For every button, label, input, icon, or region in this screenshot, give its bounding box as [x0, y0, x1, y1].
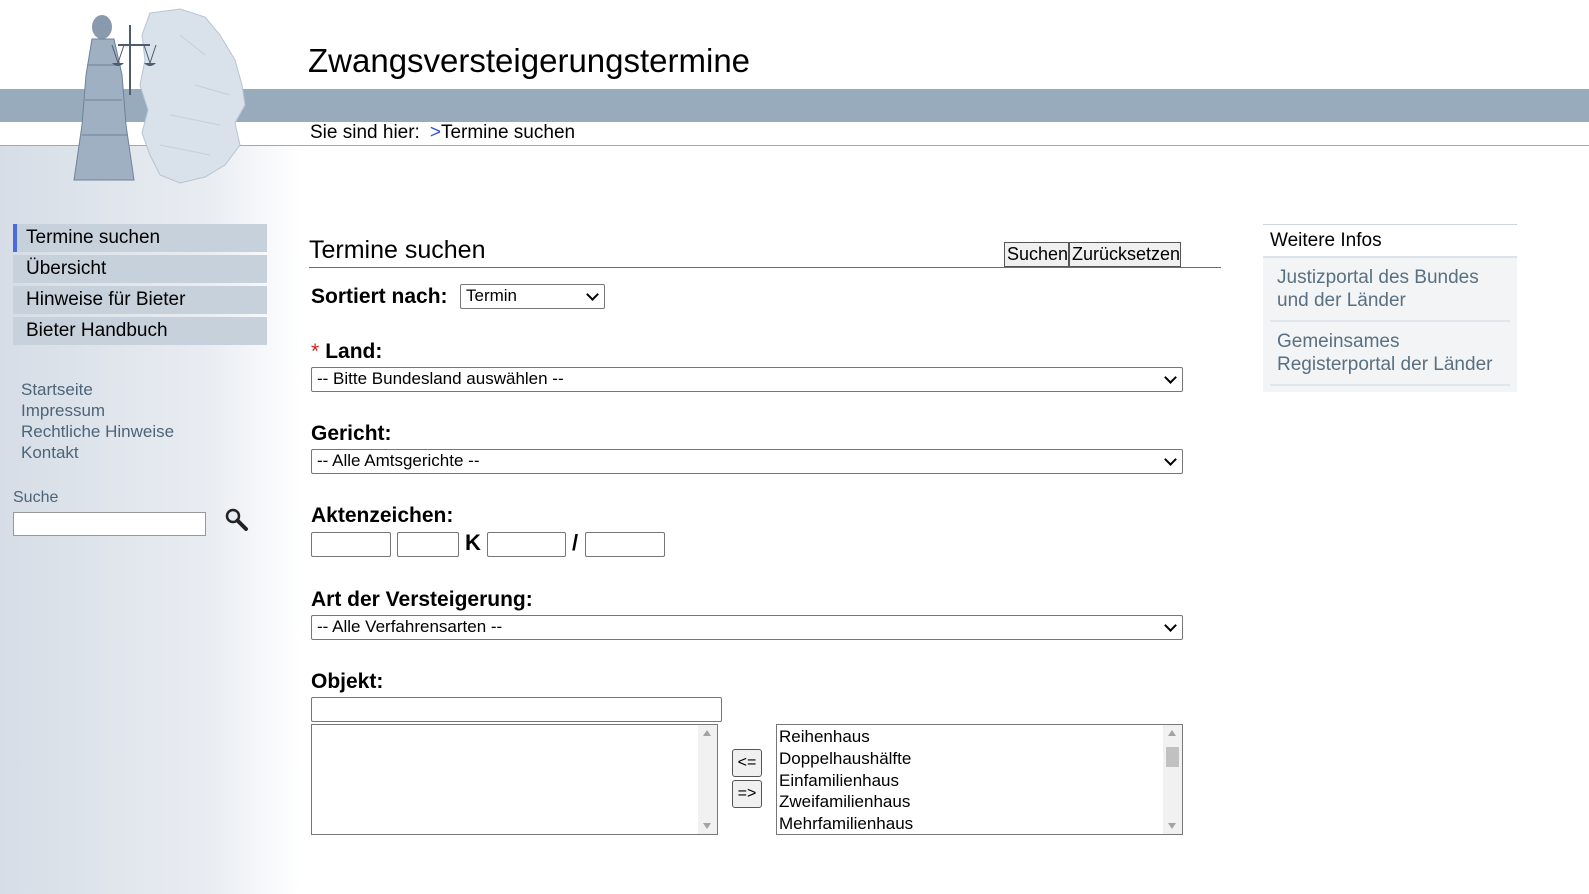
objekt-selected-list[interactable]: [311, 724, 718, 835]
gericht-label: Gericht:: [311, 422, 392, 445]
nav-item-hinweise-fuer-bieter[interactable]: Hinweise für Bieter: [13, 286, 267, 314]
weitere-infos-box: [1263, 224, 1517, 392]
scroll-down-icon[interactable]: [703, 823, 711, 829]
art-select-value: -- Alle Verfahrensarten --: [317, 617, 503, 636]
sort-label: Sortiert nach:: [311, 285, 448, 308]
weitere-infos-heading: Weitere Infos: [1263, 225, 1517, 258]
link-kontakt[interactable]: Kontakt: [21, 443, 79, 462]
scroll-up-icon[interactable]: [703, 730, 711, 736]
list-item[interactable]: Einfamilienhaus: [779, 770, 900, 790]
link-startseite[interactable]: Startseite: [21, 380, 93, 399]
aktenzeichen-field-3[interactable]: [487, 532, 566, 557]
move-right-button[interactable]: =>: [732, 780, 762, 808]
land-label: Land:: [325, 340, 383, 363]
objekt-available-list[interactable]: [776, 724, 1183, 835]
scroll-up-icon[interactable]: [1168, 730, 1176, 736]
aktenzeichen-k: K: [465, 530, 481, 555]
scroll-thumb[interactable]: [1166, 747, 1179, 767]
list-item[interactable]: Mehrfamilienhaus: [779, 814, 914, 834]
gericht-select-value: -- Alle Amtsgerichte --: [317, 451, 480, 470]
suchen-button[interactable]: Suchen: [1004, 242, 1069, 267]
chevron-down-icon: [586, 288, 599, 301]
objekt-label: Objekt:: [311, 670, 384, 693]
link-impressum[interactable]: Impressum: [21, 401, 106, 420]
breadcrumb-current[interactable]: Termine suchen: [440, 122, 576, 143]
aktenzeichen-slash: /: [572, 530, 579, 555]
move-left-button[interactable]: <=: [732, 749, 762, 777]
chevron-down-icon: [1164, 371, 1177, 384]
page-title: Zwangsversteigerungstermine: [308, 42, 751, 79]
list-item[interactable]: Zweifamilienhaus: [779, 792, 911, 812]
land-select-value: -- Bitte Bundesland auswählen --: [317, 369, 564, 388]
gericht-select[interactable]: [311, 449, 1183, 474]
scrollbar[interactable]: [698, 725, 717, 834]
breadcrumb: [310, 122, 575, 144]
form-heading: Termine suchen: [309, 236, 486, 264]
aktenzeichen-label: Aktenzeichen:: [311, 504, 454, 527]
nav-item-termine-suchen[interactable]: Termine suchen: [13, 224, 267, 252]
zuruecksetzen-button[interactable]: Zurücksetzen: [1069, 242, 1181, 267]
sort-select-value: Termin: [466, 286, 518, 305]
required-marker: *: [311, 340, 320, 363]
nav-item-bieter-handbuch[interactable]: Bieter Handbuch: [13, 317, 267, 345]
land-select[interactable]: [311, 367, 1183, 392]
art-select[interactable]: [311, 615, 1183, 640]
list-item[interactable]: Reihenhaus: [779, 727, 870, 746]
main-navigation: [13, 224, 267, 348]
aktenzeichen-field-1[interactable]: [311, 532, 391, 557]
scrollbar[interactable]: [1163, 725, 1182, 834]
link-justizportal[interactable]: Justizportal des Bundes und der Länder: [1270, 258, 1510, 322]
nav-item-uebersicht[interactable]: Übersicht: [13, 255, 267, 283]
breadcrumb-arrow-icon: >: [429, 122, 441, 143]
search-input[interactable]: [13, 512, 206, 536]
footer-links: [21, 379, 174, 463]
form-heading-underline: [309, 267, 1221, 268]
link-registerportal[interactable]: Gemeinsames Registerportal der Länder: [1270, 322, 1510, 386]
objekt-filter-input[interactable]: [311, 697, 722, 722]
list-item[interactable]: Doppelhaushälfte: [779, 748, 912, 768]
chevron-down-icon: [1164, 619, 1177, 632]
link-rechtliche-hinweise[interactable]: Rechtliche Hinweise: [21, 422, 175, 441]
aktenzeichen-field-2[interactable]: [397, 532, 459, 557]
breadcrumb-prefix: Sie sind hier:: [310, 122, 420, 143]
land-label-row: [311, 340, 382, 364]
scroll-down-icon[interactable]: [1168, 823, 1176, 829]
magnifier-icon[interactable]: [224, 507, 250, 533]
search-label: Suche: [13, 489, 59, 506]
chevron-down-icon: [1164, 453, 1177, 466]
art-label: Art der Versteigerung:: [311, 588, 533, 611]
sort-select[interactable]: [460, 284, 605, 309]
aktenzeichen-field-4[interactable]: [585, 532, 665, 557]
justitia-germany-logo: [30, 5, 260, 190]
